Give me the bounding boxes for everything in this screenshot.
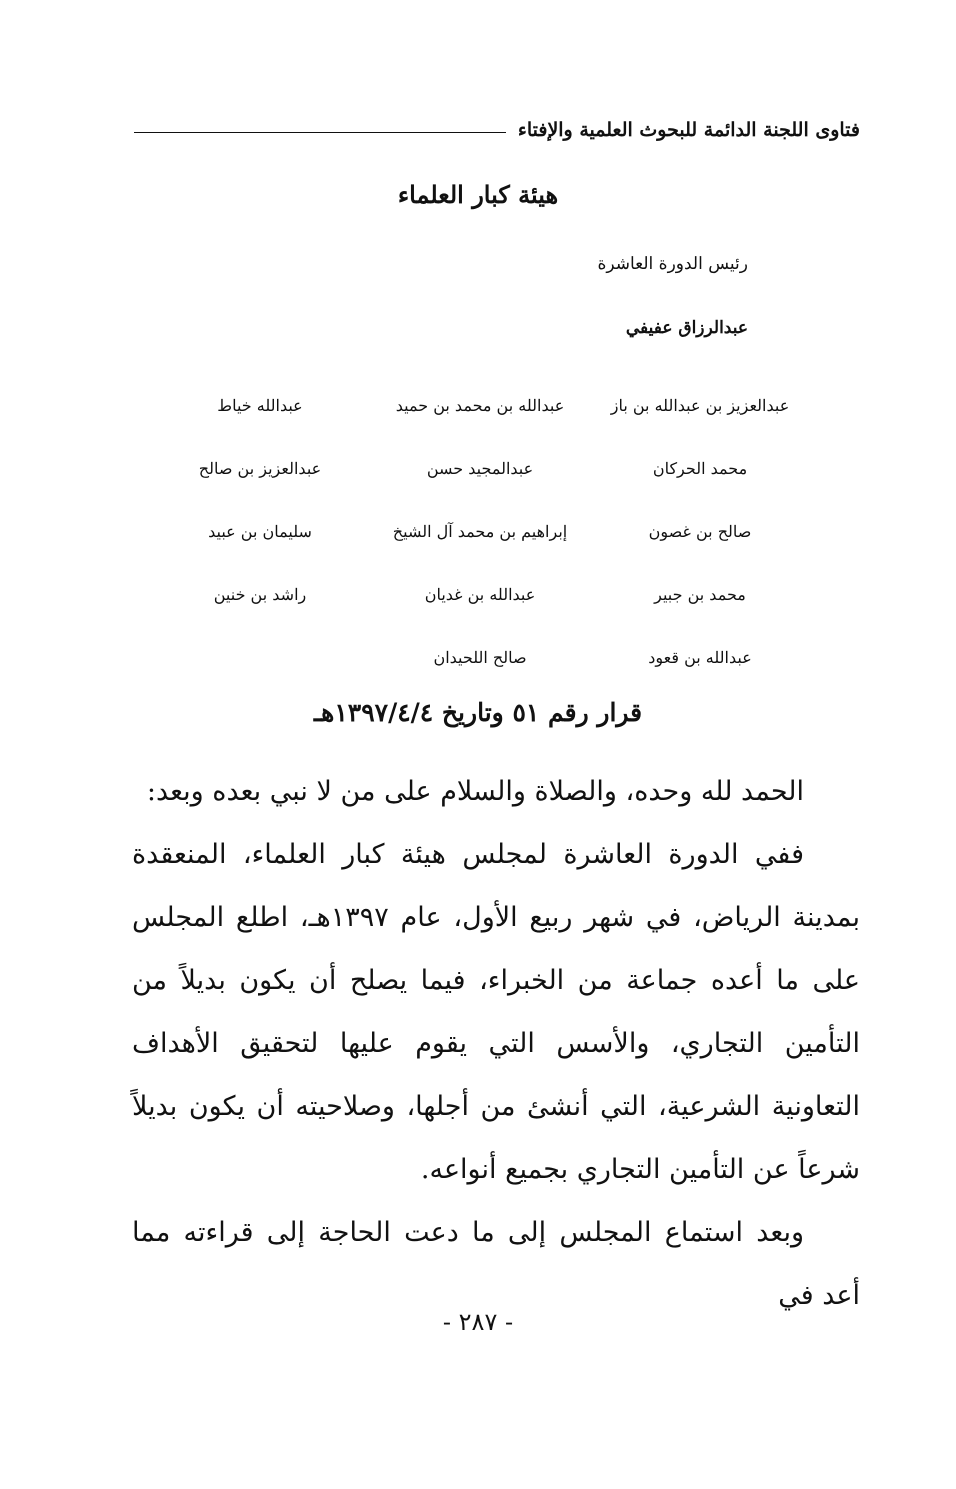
member-name: عبدالعزيز بن صالح bbox=[198, 459, 322, 478]
members-row bbox=[150, 374, 810, 437]
member-name: راشد بن خنين bbox=[213, 585, 307, 604]
president-label: رئيس الدورة العاشرة bbox=[597, 254, 748, 274]
decision-title: قرار رقم ٥١ وتاريخ ١٣٩٧/٤/٤هـ bbox=[313, 698, 643, 727]
president-name: عبدالرزاق عفيفي bbox=[625, 318, 748, 338]
members-grid bbox=[150, 374, 810, 689]
member-name: صالح اللحيدان bbox=[433, 648, 527, 667]
page-number: - ٢٨٧ - bbox=[442, 1308, 514, 1336]
member-name: سليمان بن عبيد bbox=[208, 522, 312, 541]
paragraph: الحمد لله وحده، والصلاة والسلام على من لا نبي بعده وبعد: bbox=[146, 776, 804, 807]
member-name: صالح بن غصون bbox=[648, 522, 752, 541]
body-text bbox=[132, 760, 860, 1327]
members-row bbox=[150, 437, 810, 500]
member-name: عبدالمجيد حسن bbox=[426, 459, 534, 478]
member-name: عبدالله بن محمد بن حميد bbox=[395, 396, 565, 415]
member-name: إبراهيم بن محمد آل الشيخ bbox=[392, 522, 568, 541]
member-name: عبدالعزيز بن عبدالله بن باز bbox=[610, 396, 790, 415]
member-name: محمد الحركان bbox=[652, 459, 748, 478]
section-title: هيئة كبار العلماء bbox=[397, 180, 559, 209]
header-rule bbox=[134, 132, 506, 133]
members-row bbox=[150, 626, 810, 689]
member-name: محمد بن جبير bbox=[654, 585, 746, 604]
member-name: عبدالله بن غديان bbox=[424, 585, 536, 604]
paragraph: وبعد استماع المجلس إلى ما دعت الحاجة إلى قراءته مما أعد في bbox=[132, 1217, 860, 1311]
members-row bbox=[150, 563, 810, 626]
member-name: عبدالله خياط bbox=[217, 396, 303, 415]
running-title: فتاوى اللجنة الدائمة للبحوث العلمية والإفتاء bbox=[517, 119, 860, 141]
member-name: عبدالله بن قعود bbox=[648, 648, 752, 667]
paragraph: ففي الدورة العاشرة لمجلس هيئة كبار العلماء، المنعقدة بمدينة الرياض، في شهر ربيع الأول، عام ١٣٩٧هـ، اطلع المجلس على ما أعده جماعة من الخبراء، فيما يصلح أن يكون بديلاً من التأمين التجاري، والأسس التي يقوم عليها لتحقيق الأهداف التعاونية الشرعية، التي أنشئ من أجلها، وصلاحيته أن يكون بديلاً شرعاً عن التأمين التجاري بجميع أنواعه. bbox=[132, 839, 860, 1185]
running-header bbox=[134, 112, 860, 148]
members-row bbox=[150, 500, 810, 563]
